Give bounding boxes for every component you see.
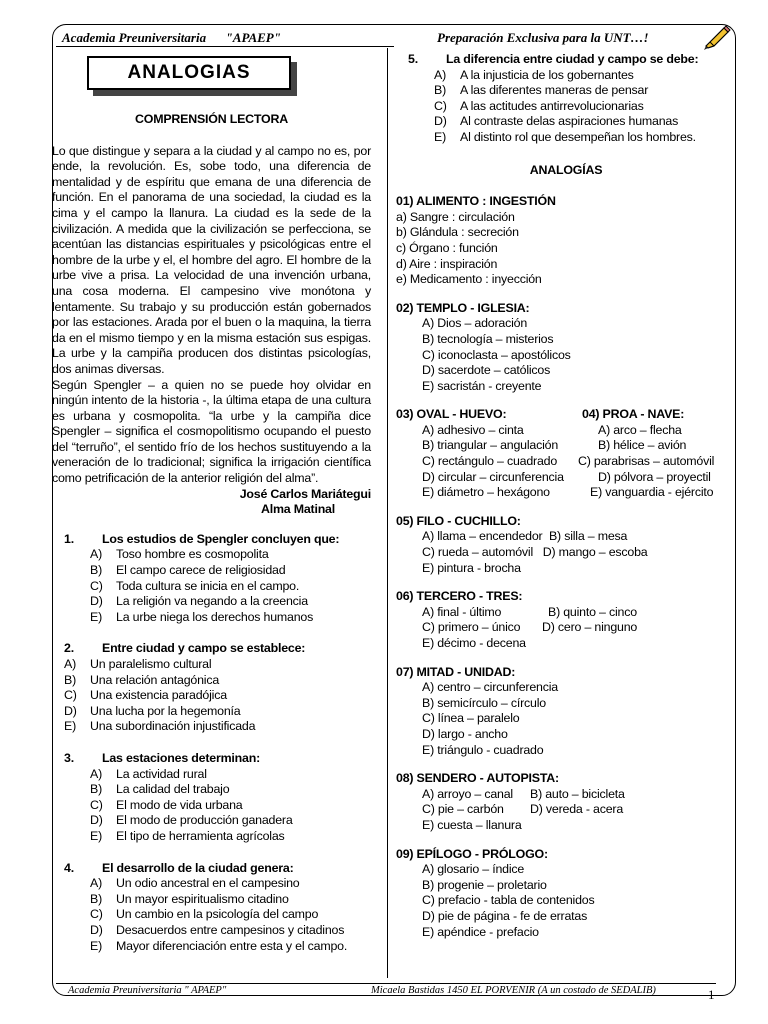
option: C) El modo de vida urbana	[90, 797, 243, 812]
option: B) Un mayor espiritualismo citadino	[90, 891, 289, 906]
analogy-option: B) tecnología – misterios	[422, 331, 554, 346]
analogy-option: E) cuesta – llanura	[422, 817, 522, 832]
analogy-option: A) Dios – adoración	[422, 316, 528, 331]
question-number: 5.	[408, 52, 418, 66]
option: A) A la injusticia de los gobernantes	[434, 67, 634, 82]
analogy-title: 02) TEMPLO - IGLESIA:	[396, 300, 530, 315]
analogy-option: D) circular – circunferencia	[422, 469, 564, 484]
option: B) Una relación antagónica	[64, 672, 220, 687]
page-title: ANALOGIAS	[87, 56, 291, 90]
analogy-title: 08) SENDERO - AUTOPISTA:	[396, 771, 559, 786]
option: E) Al distinto rol que desempeñan los hombres.	[434, 129, 696, 144]
analogy-option: A) adhesivo – cinta	[422, 422, 524, 437]
analogy-08	[396, 771, 736, 833]
analogy-option: D) cero – ninguno	[542, 620, 638, 635]
option: D) Al contraste delas aspiraciones humanas	[434, 114, 679, 129]
analogy-07	[396, 665, 736, 759]
question-5	[396, 52, 736, 146]
analogy-option: A) arroyo – canal	[422, 786, 513, 801]
analogy-option: D) sacerdote – católicos	[422, 363, 551, 378]
question-number: 3.	[64, 750, 74, 765]
reading-work: Alma Matinal	[260, 502, 335, 517]
analogy-title: 05) FILO - CUCHILLO:	[396, 513, 521, 528]
analogy-option: B) hélice – avión	[598, 438, 687, 453]
analogy-option: d) Aire : inspiración	[396, 256, 498, 271]
option: B) La calidad del trabajo	[90, 782, 230, 797]
analogy-option: C) primero – único	[422, 620, 521, 635]
question-number: 1.	[64, 531, 74, 546]
column-divider	[387, 48, 388, 978]
analogy-option: E) apéndice - prefacio	[422, 924, 539, 939]
analogy-option: A) arco – flecha	[598, 422, 682, 437]
question-1	[52, 532, 371, 626]
analogy-option: b) Glándula : secreción	[396, 225, 519, 240]
analogy-option: C) parabrisas – automóvil	[578, 454, 715, 469]
analogy-09	[396, 847, 736, 941]
analogy-option: C) rectángulo – cuadrado	[422, 454, 558, 469]
analogy-05	[396, 514, 736, 576]
analogy-02	[396, 301, 736, 395]
header-left: Academia Preuniversitaria "APAEP"	[62, 30, 281, 45]
option: A) Un odio ancestral en el campesino	[90, 876, 300, 891]
analogy-option: B) silla – mesa	[548, 529, 628, 544]
option: D) La religión va negando a la creencia	[90, 594, 308, 609]
analogy-option: E) sacristán - creyente	[422, 378, 542, 393]
analogy-option: c) Órgano : función	[396, 240, 498, 255]
option: C) A las actitudes antirrevolucionarias	[434, 98, 644, 113]
analogy-option: B) triangular – angulación	[422, 438, 559, 453]
option: E) El tipo de herramienta agrícolas	[90, 828, 285, 843]
option: A) Un paralelismo cultural	[64, 657, 212, 671]
option: E) Mayor diferenciación entre esta y el campo.	[90, 938, 348, 953]
reading-heading: COMPRENSIÓN LECTORA	[135, 112, 288, 126]
analogy-option: D) pie de página - fe de erratas	[422, 908, 588, 923]
question-text: Entre ciudad y campo se establece:	[102, 641, 306, 656]
footer-rule	[56, 983, 716, 984]
analogy-title: 06) TERCERO - TRES:	[396, 589, 523, 604]
option: B) A las diferentes maneras de pensar	[434, 83, 649, 98]
analogy-title: 07) MITAD - UNIDAD:	[396, 664, 516, 679]
analogy-option: B) auto – bicicleta	[530, 786, 625, 801]
header-right: Preparación Exclusiva para la UNT…!	[437, 30, 649, 45]
option: D) El modo de producción ganadera	[90, 813, 293, 828]
analogy-option: e) Medicamento : inyección	[396, 272, 542, 287]
analogy-option: A) final - último	[422, 604, 502, 619]
analogy-option: A) glosario – índice	[422, 862, 525, 877]
analogy-option: A) llama – encendedor	[422, 529, 543, 544]
analogy-option: C) línea – paralelo	[422, 711, 520, 726]
question-text: Los estudios de Spengler concluyen que:	[102, 531, 340, 546]
question-text: El desarrollo de la ciudad genera:	[102, 860, 294, 875]
option: D) Una lucha por la hegemonía	[64, 703, 241, 718]
analogy-option: E) pintura - brocha	[422, 560, 521, 575]
footer-left: Academia Preuniversitaria " APAEP"	[68, 985, 227, 996]
analogy-title: 04) PROA - NAVE:	[582, 407, 685, 422]
analogy-option: E) triángulo - cuadrado	[422, 742, 544, 757]
pencil-icon	[700, 20, 732, 52]
analogy-option: E) décimo - decena	[422, 636, 526, 650]
option: C) Toda cultura se inicia en el campo.	[90, 578, 300, 593]
analogy-option: E) vanguardia - ejército	[590, 485, 714, 500]
option: A) La actividad rural	[90, 766, 207, 781]
reading-paragraph-2: Según Spengler – a quien no se puede hoy olvidar en ningún intento de la historia -, la última etapa de una cultura es urbana y cosmopolita. “la urbe y la campiña dice Spengler – significa el cosmopolitismo ocupando el puesto del “terruño”, el sentido frío de los hechos sustituyendo a la veneración de lo tradicional; significa la irrigación científica como petrificación de la anterior religión del alma”.	[52, 377, 371, 486]
question-4	[52, 861, 371, 955]
analogy-option: C) pie – carbón	[422, 802, 504, 817]
page-number: 1	[708, 987, 715, 1002]
analogy-option: a) Sangre : circulación	[396, 209, 515, 224]
analogy-option: A) centro – circunferencia	[422, 680, 558, 695]
analogy-option: C) prefacio - tabla de contenidos	[422, 893, 595, 908]
analogy-option: B) semicírculo – círculo	[422, 695, 546, 710]
analogy-01	[396, 194, 736, 288]
footer-right: Micaela Bastidas 1450 EL PORVENIR (A un costado de SEDALIB)	[371, 985, 656, 996]
analogy-option: D) pólvora – proyectil	[598, 469, 711, 484]
question-2	[52, 641, 371, 735]
analogy-option: B) quinto – cinco	[548, 604, 637, 619]
analogy-option: D) vereda - acera	[530, 802, 624, 817]
question-number: 4.	[64, 860, 74, 875]
analogy-03-04	[396, 407, 736, 501]
analogy-option: B) progenie – proletario	[422, 877, 547, 892]
analogies-heading: ANALOGÍAS	[529, 162, 603, 177]
header-rule	[56, 46, 394, 47]
option: B) El campo carece de religiosidad	[90, 563, 286, 578]
analogy-title: 03) OVAL - HUEVO:	[396, 407, 507, 422]
analogy-title: 01) ALIMENTO : INGESTIÓN	[396, 194, 556, 209]
reading-author: José Carlos Mariátegui	[239, 486, 371, 501]
option: E) Una subordinación injustificada	[64, 719, 256, 734]
analogy-option: C) iconoclasta – apostólicos	[422, 347, 571, 362]
option: D) Desacuerdos entre campesinos y citadinos	[90, 922, 345, 937]
question-text: La diferencia entre ciudad y campo se debe:	[446, 52, 699, 66]
analogy-option: E) diámetro – hexágono	[422, 485, 550, 500]
option: C) Un cambio en la psicología del campo	[90, 907, 319, 922]
reading-paragraph-1: Lo que distingue y separa a la ciudad y al campo no es, por ende, la revolución. Es, sobe todo, una diferencia de mentalidad y de espíritu que emana de una diferencia de función. En el panorama de una sociedad, la ciudad es la cima y el campo la llanura. La ciudad es la sede de la civilización. A medida que la civilización se perfecciona, se acentúan las distancias espirituales y psicológicas entre el hombre de la urbe y el, el hombre del agro. El hombre de la urbe vive a prisa. La velocidad de una invención urbana, una cosa moderna. El campesino vive monótona y lentamente. Su trabajo y su producción están gobernados por las estaciones. Arada por el buen o la maquina, la tierra da en el mismo tiempo y en la misma estación sus espigas. La urbe y la campiña producen dos distintas psicologías, dos animas diversas.	[52, 143, 371, 376]
option: A) Toso hombre es cosmopolita	[90, 547, 269, 562]
analogy-title: 09) EPÍLOGO - PRÓLOGO:	[396, 846, 548, 861]
analogy-06	[396, 589, 736, 651]
analogy-option: D) mango – escoba	[542, 545, 648, 560]
option: C) Una existencia paradójica	[64, 688, 227, 703]
option: E) La urbe niega los derechos humanos	[90, 609, 314, 624]
analogy-option: C) rueda – automóvil	[422, 545, 534, 560]
question-number: 2.	[64, 641, 74, 656]
left-column	[52, 112, 371, 954]
question-3	[52, 751, 371, 845]
question-text: Las estaciones determinan:	[102, 750, 261, 765]
analogy-option: D) largo - ancho	[422, 726, 508, 741]
right-column	[396, 52, 736, 940]
